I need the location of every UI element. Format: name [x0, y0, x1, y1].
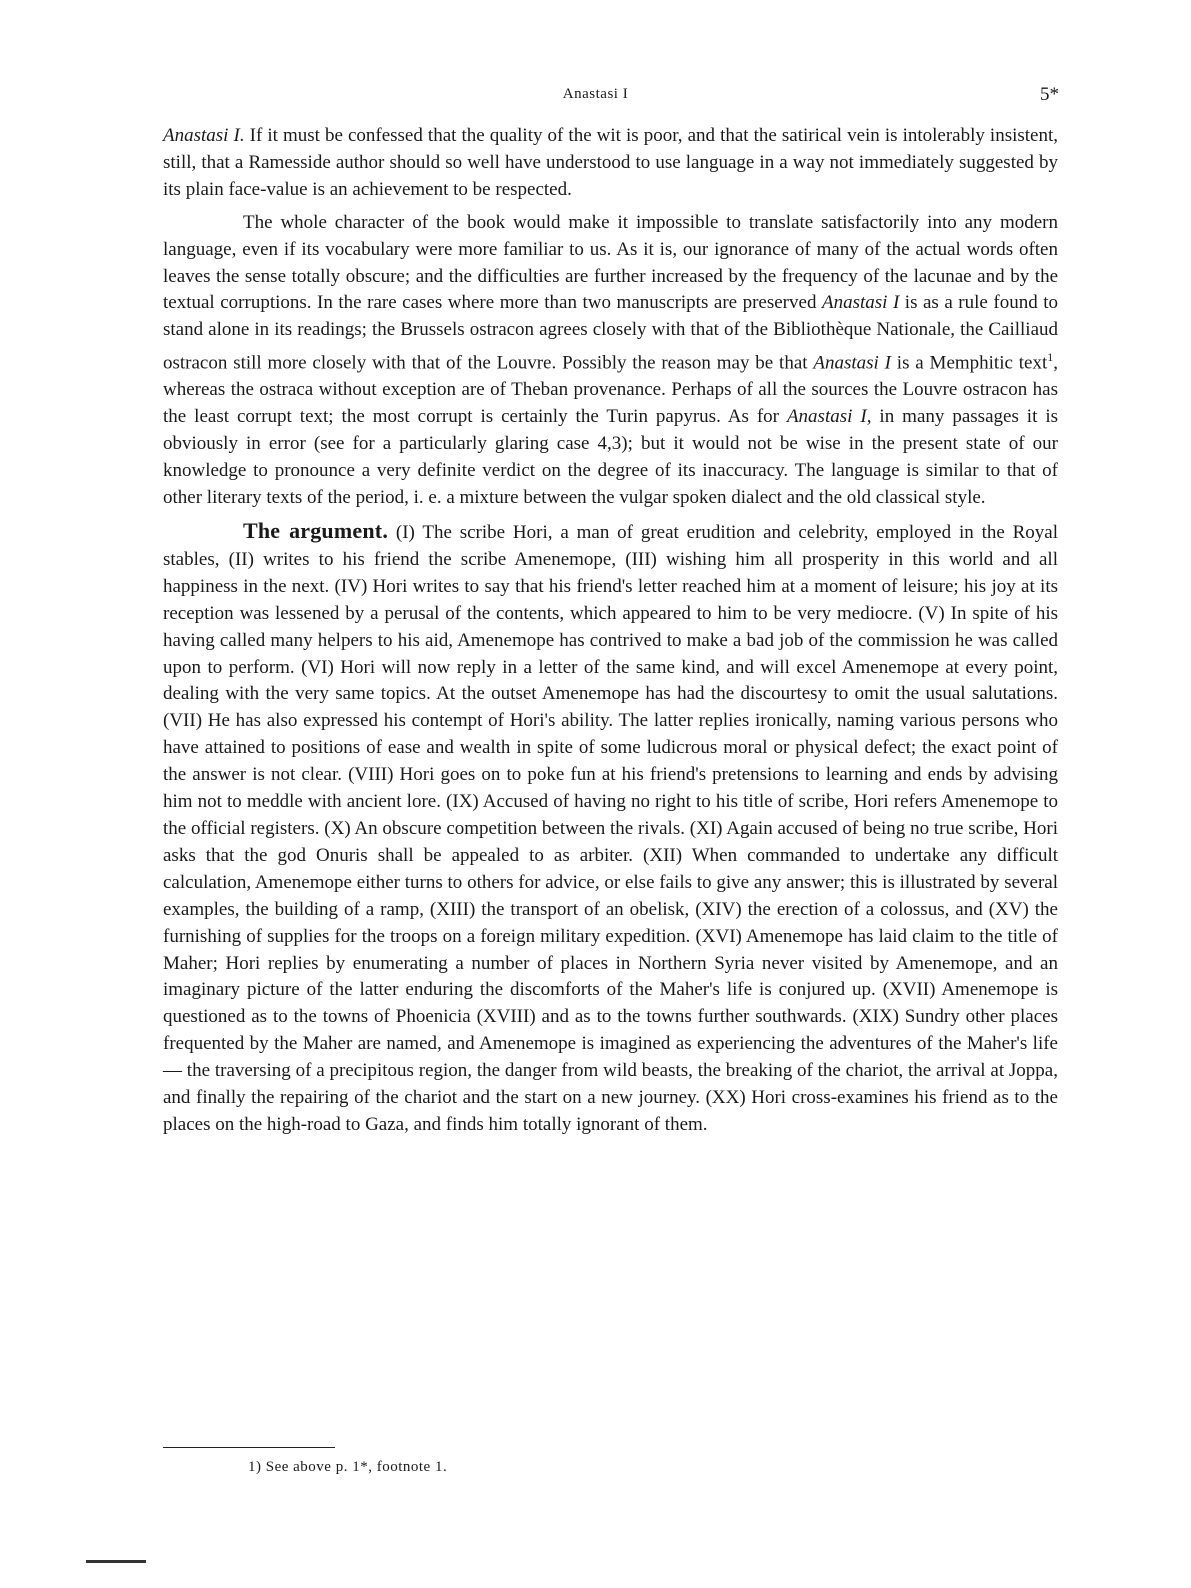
paragraph-text: is a Memphitic text: [890, 352, 1048, 374]
paragraph-text: The whole character of the book would make it impossible to translate satisfactorily into any modern language, even if its vocabulary were more familiar to us. As it is, our ignorance of many of the actual words often leaves the sense totally obscure; and the difficulties are further increased by the frequency of the lacunae and by the textual corruptions. In the rare cases where more than two manuscripts are preserved: [163, 211, 1058, 314]
footnote: 1) See above p. 1*, footnote 1.: [248, 1459, 448, 1475]
page-number: 5*: [1040, 84, 1059, 105]
paragraph-text: If it must be confessed that the quality of the wit is poor, and that the satirical vein is intolerably insistent, still, that a Ramesside author should so well have understood to use language in a way not immediately suggested by its plain face-value is an achievement to be respected.: [163, 125, 1059, 200]
italic-title: Anastasi I: [813, 352, 891, 374]
italic-title: Anastasi I,: [786, 406, 872, 428]
paragraph-3: [163, 518, 1058, 1139]
italic-title: Anastasi I: [821, 292, 900, 314]
paragraph-1: [163, 123, 1058, 204]
footnote-marker: 1: [1047, 350, 1054, 365]
paragraph-2: [163, 210, 1058, 512]
paragraph-text: , whereas the ostraca without exception are of Theban provenance. Perhaps of all the sources the Louvre ostracon has the least corrupt text; the most corrupt is certainly the Turin papyrus. As for: [163, 352, 1058, 428]
section-heading: The argument.: [243, 518, 389, 544]
paragraph-text: (I) The scribe Hori, a man of great erudition and celebrity, employed in the Royal stables, (II) writes to his friend the scribe Amenemope, (III) wishing him all prosperity in this world and all happiness in the next. (IV) Hori writes to say that his friend's letter reached him at a moment of leisure; his joy at its reception was lessened by a perusal of the contents, which appeared to him to be very mediocre. (V) In spite of his having called many helpers to his aid, Amenemope has contrived to make a bad job of the commission he was called upon to perform. (VI) Hori will now reply in a letter of the same kind, and will excel Amenemope at every point, dealing with the very same topics. At the outset Amenemope has had the discourtesy to omit the usual salutations. (VII) He has also expressed his contempt of Hori's ability. The latter replies ironically, naming various persons who have attained to positions of ease and wealth in spite of some ludicrous moral or physical defect; the exact point of the answer is not clear. (VIII) Hori goes on to poke fun at his friend's pretensions to learning and ends by advising him not to meddle with ancient lore. (IX) Accused of having no right to his title of scribe, Hori refers Amenemope to the official registers. (X) An obscure competition between the rivals. (XI) Again accused of being no true scribe, Hori asks that the god Onuris shall be appealed to as arbiter. (XII) When commanded to undertake any difficult calculation, Amenemope either turns to others for advice, or else fails to give any answer; this is illustrated by several examples, the building of a ramp, (XIII) the transport of an obelisk, (XIV) the erection of a colossus, and (XV) the furnishing of supplies for the troops on a foreign military expedition. (XVI) Amenemope has laid claim to the title of Maher; Hori replies by enumerating a number of places in Northern Syria never visited by Amenemope, and an imaginary picture of the latter enduring the discomforts of the Maher's life is conjured up. (XVII) Amenemope is questioned as to the towns of Phoenicia (XVIII) and as to the towns further southwards. (XIX) Sundry other places frequented by the Maher are named, and Amenemope is imagined as experiencing the adventures of the Maher's life — the traversing of a precipitous region, the danger from wild beasts, the breaking of the chariot, the arrival at Joppa, and finally the repairing of the chariot and the start on a new journey. (XX) Hori cross-examines his friend as to the places on the high-road to Gaza, and finds him totally ignorant of them.: [163, 522, 1059, 1135]
paragraph-text: is as a rule found to stand alone in its readings; the Brussels ostracon agrees closely with that of the Bibliothèque Nationale, the Cailliaud ostracon still more closely with that of the Louvre. Possibly the reason may be that: [163, 292, 1058, 374]
italic-title: Anastasi I.: [163, 125, 245, 146]
running-title: Anastasi I: [562, 86, 629, 102]
footnote-rule: [163, 1447, 335, 1448]
page-header: [0, 82, 1191, 112]
scan-artifact: [86, 1560, 146, 1563]
paragraph-text: in many passages it is obviously in error (see for a particularly glaring case 4,3); but it would not be wise in the present state of our knowledge to pronounce a very definite verdict on the degree of its inaccuracy. The language is similar to that of other literary texts of the period, i. e. a mixture between the vulgar spoken dialect and the old classical style.: [163, 406, 1059, 509]
body-text: [163, 123, 1058, 1139]
